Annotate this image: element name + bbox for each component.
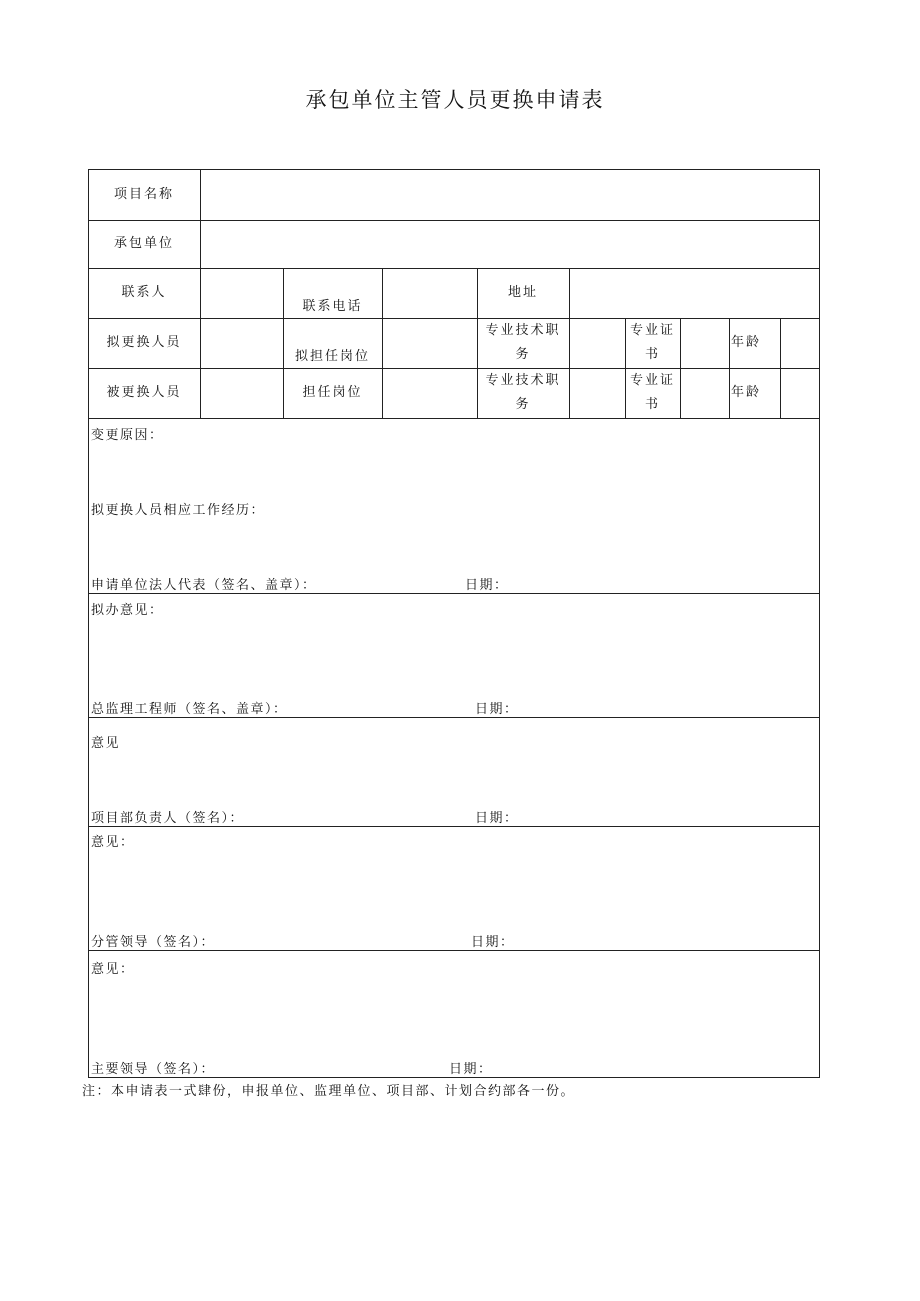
footnote: 注：本申请表一式肆份，申报单位、监理单位、项目部、计划合约部各一份。 bbox=[82, 1084, 576, 1099]
label-proposed-person: 拟更换人员 bbox=[106, 335, 182, 350]
leader-opinion-label: 意见： bbox=[91, 962, 135, 977]
label-age-2: 年龄 bbox=[731, 385, 762, 400]
cert-2-field[interactable] bbox=[681, 369, 729, 418]
label-contractor: 承包单位 bbox=[113, 236, 174, 251]
project-name-field[interactable] bbox=[201, 170, 819, 220]
main-leader-date-label: 日期： bbox=[449, 1062, 493, 1077]
tech-title-2-line2: 务 bbox=[515, 397, 531, 412]
application-form-table bbox=[88, 169, 820, 1078]
tech-title-1-line2: 务 bbox=[515, 347, 531, 362]
cert-2-line2: 书 bbox=[644, 397, 660, 412]
row-line bbox=[88, 418, 820, 419]
cert-2-line1: 专业证 bbox=[629, 373, 675, 388]
label-tech-title-2 bbox=[477, 368, 569, 418]
proposed-post-field[interactable] bbox=[383, 319, 477, 368]
chief-engineer-signature-label: 总监理工程师（签名、盖章）： bbox=[91, 702, 288, 717]
current-post-field[interactable] bbox=[383, 369, 477, 418]
border-bottom bbox=[88, 1077, 820, 1078]
contractor-field[interactable] bbox=[201, 221, 819, 268]
form-title: 承包单位主管人员更换申请表 bbox=[305, 88, 605, 112]
label-project-name: 项目名称 bbox=[113, 186, 174, 202]
deputy-leader-signature-label: 分管领导（签名）： bbox=[91, 935, 216, 950]
row-line bbox=[88, 717, 820, 718]
proposed-person-field[interactable] bbox=[201, 319, 283, 368]
label-replaced-person: 被更换人员 bbox=[106, 385, 182, 400]
tech-title-1-field[interactable] bbox=[570, 319, 625, 368]
label-cert-1 bbox=[625, 318, 680, 368]
replaced-person-field[interactable] bbox=[201, 369, 283, 418]
main-leader-signature-label: 主要领导（签名）： bbox=[91, 1062, 216, 1077]
project-dept-signature-label: 项目部负责人（签名）： bbox=[91, 811, 245, 826]
applicant-signature-label: 申请单位法人代表（签名、盖章）： bbox=[91, 578, 317, 593]
contact-person-field[interactable] bbox=[201, 269, 283, 318]
applicant-date-label: 日期： bbox=[465, 578, 509, 593]
project-dept-opinion-label: 意见 bbox=[91, 736, 121, 751]
label-age-1: 年龄 bbox=[731, 335, 762, 350]
deputy-leader-date-label: 日期： bbox=[471, 935, 515, 950]
tech-title-2-line1: 专业技术职 bbox=[485, 373, 561, 388]
label-contact-phone: 联系电话 bbox=[302, 299, 363, 314]
border-right bbox=[819, 169, 820, 1078]
label-current-post: 担任岗位 bbox=[302, 385, 363, 400]
cert-1-line1: 专业证 bbox=[629, 323, 675, 338]
tech-title-2-field[interactable] bbox=[570, 369, 625, 418]
chief-engineer-date-label: 日期： bbox=[475, 702, 519, 717]
row-line bbox=[88, 826, 820, 827]
project-dept-date-label: 日期： bbox=[475, 811, 519, 826]
address-field[interactable] bbox=[570, 269, 819, 318]
draft-opinion-label: 拟办意见： bbox=[91, 603, 164, 618]
tech-title-1-line1: 专业技术职 bbox=[485, 323, 561, 338]
deputy-opinion-label: 意见： bbox=[91, 835, 135, 850]
contact-phone-field[interactable] bbox=[383, 269, 477, 318]
row-line bbox=[88, 950, 820, 951]
change-reason-label: 变更原因： bbox=[91, 428, 164, 443]
cert-1-field[interactable] bbox=[681, 319, 729, 368]
label-cert-2 bbox=[625, 368, 680, 418]
age-1-field[interactable] bbox=[781, 319, 819, 368]
label-tech-title-1 bbox=[477, 318, 569, 368]
work-experience-label: 拟更换人员相应工作经历： bbox=[91, 503, 266, 518]
label-address: 地址 bbox=[507, 285, 538, 300]
label-proposed-post: 拟担任岗位 bbox=[294, 349, 370, 364]
label-contact-person: 联系人 bbox=[121, 285, 167, 300]
cert-1-line2: 书 bbox=[644, 347, 660, 362]
age-2-field[interactable] bbox=[781, 369, 819, 418]
row-line bbox=[88, 593, 820, 594]
